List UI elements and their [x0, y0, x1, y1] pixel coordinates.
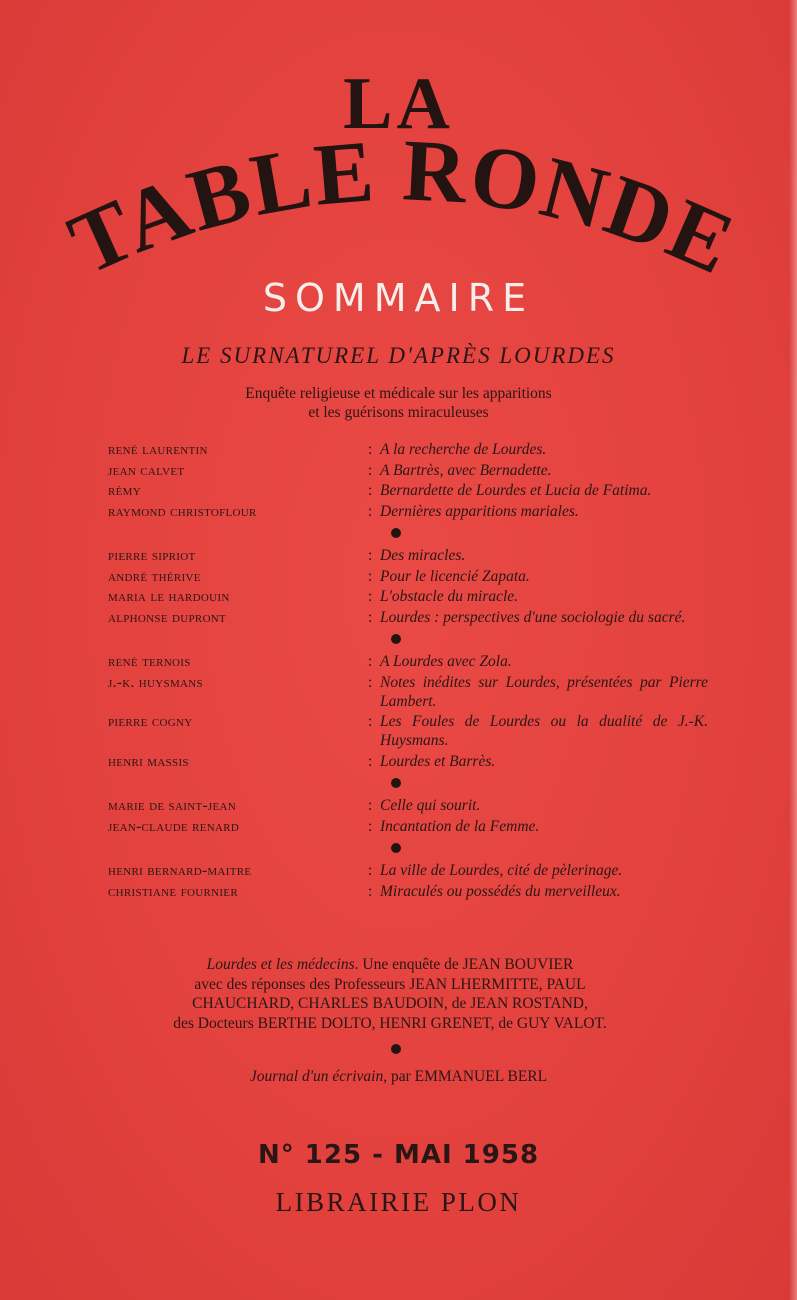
toc-work: La ville de Lourdes, cité de pèlerinage.: [380, 862, 623, 879]
medecins-line-4: des Docteurs BERTHE DOLTO, HENRI GRENET, de GUY VALOT.: [173, 1014, 607, 1032]
toc-author: pierre cogny: [108, 713, 193, 730]
toc-entry: andré thérive : Pour le licencié Zapata.: [108, 567, 708, 586]
toc-author: raymond christoflour: [108, 502, 257, 520]
medecins-line-1: Lourdes et les médecins. Une enquête de JEAN BOUVIER: [206, 956, 574, 973]
section-bullet-icon: [391, 778, 401, 788]
toc-entry: rémy : Bernardette de Lourdes et Lucia de Fatima.: [108, 481, 708, 500]
toc-work: Les Foules de Lourdes ou la dualité de J.-K. Huysmans.: [380, 713, 708, 749]
toc-entry: maria le hardouin : L'obstacle du miracle.: [108, 587, 708, 606]
toc-entry: rené ternois : A Lourdes avec Zola.: [108, 652, 708, 671]
toc-work: Incantation de la Femme.: [380, 817, 540, 835]
toc-entry: marie de saint-jean : Celle qui sourit.: [108, 796, 708, 815]
toc-author: alphonse dupront: [108, 608, 227, 626]
journal-line: Journal d'un écrivain, par EMMANUEL BERL: [249, 1068, 548, 1085]
toc-entry: pierre cogny : Les Foules de Lourdes ou la dualité de J.-K. Huysmans.: [108, 713, 708, 749]
toc-work: A la recherche de Lourdes.: [380, 441, 547, 458]
toc-work: L'obstacle du miracle.: [380, 588, 519, 605]
toc-author: j.-k. huysmans: [108, 673, 203, 691]
toc-work: Pour le licencié Zapata.: [380, 567, 530, 585]
toc-entry: rené laurentin : A la recherche de Lourdes.: [108, 440, 708, 459]
section-bullet-icon: [391, 1044, 401, 1054]
table-of-contents: [108, 440, 708, 902]
medecins-title: Lourdes et les médecins: [206, 956, 355, 973]
toc-author: maria le hardouin: [108, 588, 230, 605]
toc-entry: christiane fournier : Miraculés ou possédés du merveilleux.: [108, 882, 708, 901]
toc-author: rené ternois: [108, 653, 191, 670]
toc-author: jean calvet: [108, 461, 185, 479]
toc-entry: henri bernard-maitre : La ville de Lourdes, cité de pèlerinage.: [108, 861, 708, 880]
medecins-paragraph: [90, 955, 690, 1033]
medecins-line-3: CHAUCHARD, CHARLES BAUDOIN, de JEAN ROSTAND,: [192, 995, 588, 1012]
toc-work: Miraculés ou possédés du merveilleux.: [380, 882, 621, 900]
toc-work: Dernières apparitions mariales.: [380, 502, 579, 520]
toc-work: Celle qui sourit.: [380, 797, 481, 814]
section-bullet-icon: [391, 843, 401, 853]
toc-author: rené laurentin: [108, 441, 208, 458]
toc-author: rémy: [108, 482, 141, 499]
sommaire-heading: SOMMAIRE: [262, 276, 535, 320]
toc-entry: jean calvet : A Bartrès, avec Bernadette.: [108, 461, 708, 480]
toc-work: Lourdes : perspectives d'une sociologie du sacré.: [380, 608, 686, 626]
medecins-line-2: avec des réponses des Professeurs JEAN LHERMITTE, PAUL: [194, 975, 586, 993]
toc-entry: alphonse dupront : Lourdes : perspectives d'une sociologie du sacré.: [108, 608, 708, 627]
issue-number: N° 125 - MAI 1958: [257, 1140, 540, 1170]
journal-title: Journal d'un écrivain: [249, 1068, 384, 1085]
toc-entry: raymond christoflour : Dernières apparitions mariales.: [108, 502, 708, 521]
subtitle-line-1: Enquête religieuse et médicale sur les apparitions: [245, 385, 552, 402]
toc-author: pierre sipriot: [108, 547, 196, 564]
toc-entry: jean-claude renard : Incantation de la Femme.: [108, 817, 708, 836]
section-bullet-icon: [391, 634, 401, 644]
toc-entry: pierre sipriot : Des miracles.: [108, 546, 708, 565]
issue-theme: LE SURNATUREL D'APRÈS LOURDES: [181, 343, 616, 368]
toc-author: andré thérive: [108, 567, 201, 585]
toc-work: Des miracles.: [380, 547, 466, 564]
toc-work: A Bartrès, avec Bernadette.: [380, 461, 552, 479]
issue-subtitle: [0, 384, 797, 422]
toc-author: henri bernard-maitre: [108, 862, 252, 879]
subtitle-line-2: et les guérisons miraculeuses: [308, 404, 489, 421]
title-table-ronde: TABLE RONDE: [55, 122, 749, 294]
svg-text:TABLE RONDE: [56, 122, 749, 294]
toc-author: jean-claude renard: [108, 817, 240, 835]
title-la: LA: [343, 63, 454, 145]
toc-work: A Lourdes avec Zola.: [380, 653, 512, 670]
toc-author: marie de saint-jean: [108, 797, 236, 814]
toc-work: Notes inédites sur Lourdes, présentées par Pierre Lambert.: [380, 673, 708, 710]
publisher: LIBRAIRIE PLON: [275, 1187, 522, 1217]
toc-author: christiane fournier: [108, 882, 238, 900]
toc-work: Lourdes et Barrès.: [380, 752, 496, 770]
toc-entry: henri massis : Lourdes et Barrès.: [108, 752, 708, 771]
toc-author: henri massis: [108, 752, 189, 770]
toc-work: Bernardette de Lourdes et Lucia de Fatima.: [380, 482, 652, 499]
toc-entry: j.-k. huysmans : Notes inédites sur Lourdes, présentées par Pierre Lambert.: [108, 673, 708, 710]
section-bullet-icon: [391, 528, 401, 538]
